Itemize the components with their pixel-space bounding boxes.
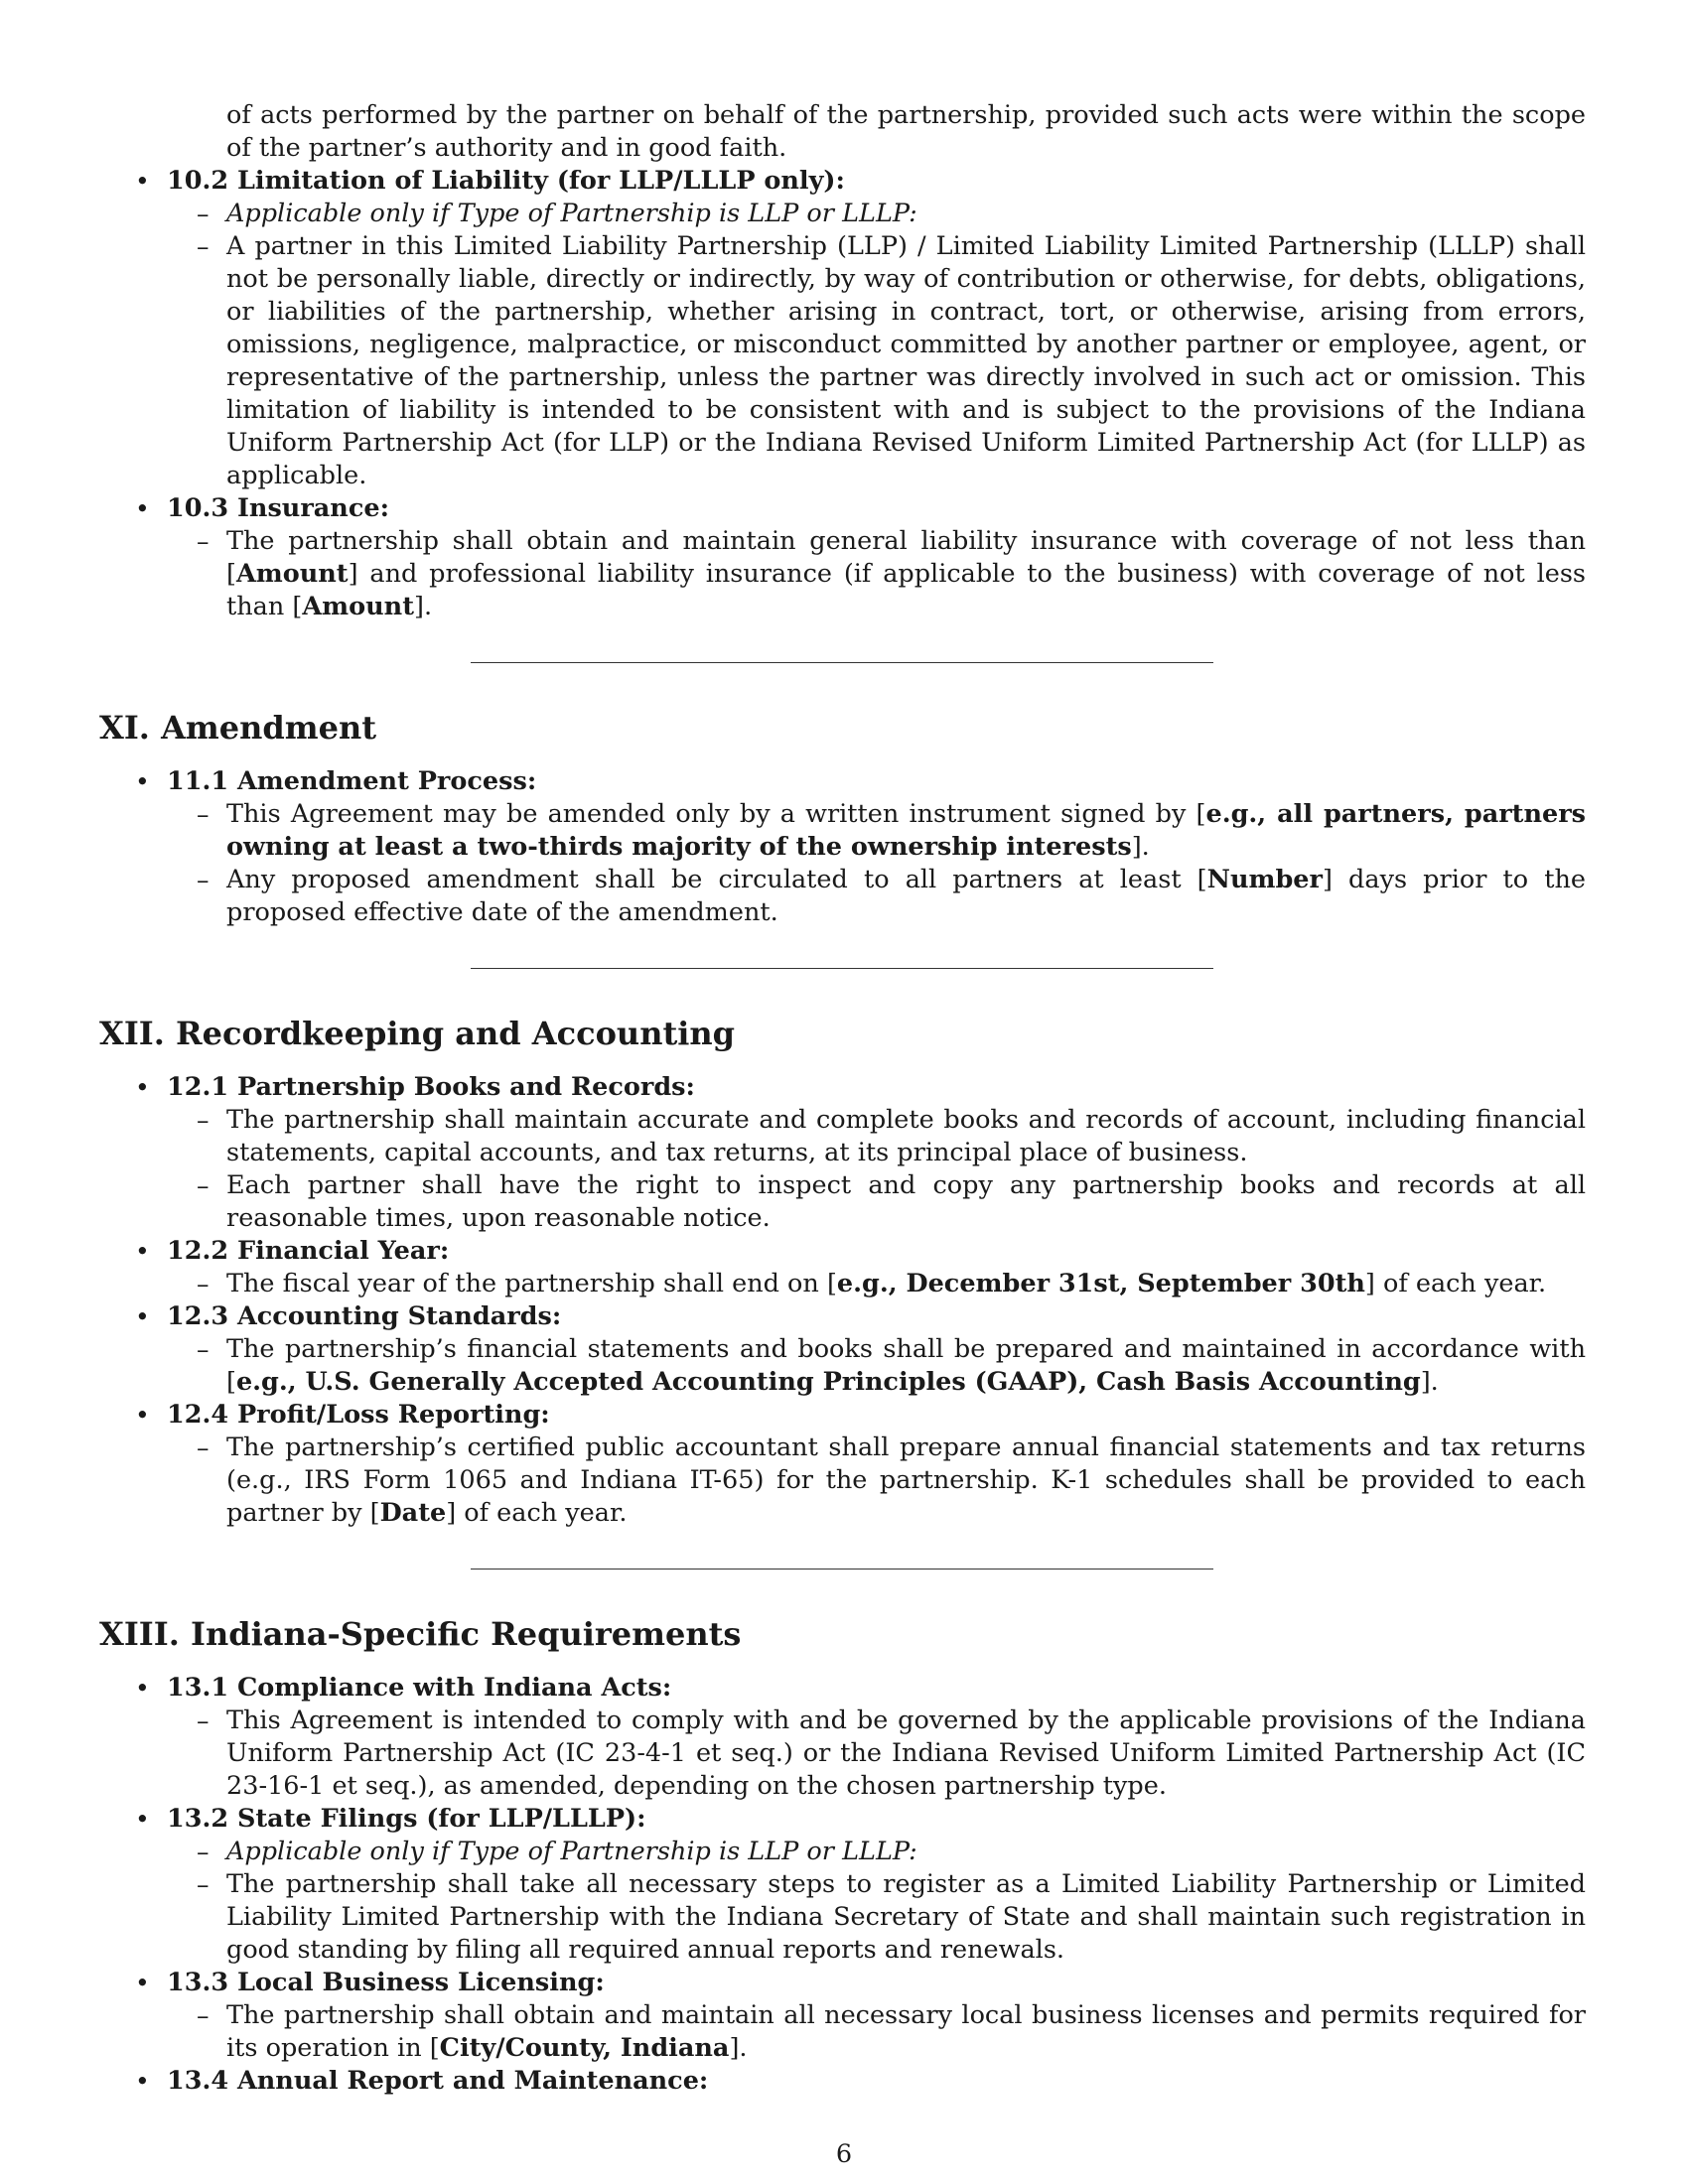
clause-text: – The partnership shall maintain accurate and complete books and records of account, including financial statements, capital accounts, and tax returns, at its principal place of business. xyxy=(226,1105,1586,1167)
item-heading: • 10.2 Limitation of Liability (for LLP/LLLP only): xyxy=(167,166,845,196)
intro-continuation: of acts performed by the partner on behalf of the partnership, provided such acts were within the scope of the partner’s authority and in good faith. xyxy=(226,100,1586,163)
item-heading: • 10.3 Insurance: xyxy=(167,493,390,523)
list-item xyxy=(99,1672,1586,1803)
clause-text: – The partnership shall take all necessary steps to register as a Limited Liability Partnership or Limited Liability Limited Partnership with the Indiana Secretary of State and shall maintain such registration in good standing by filing all required annual reports and renewals. xyxy=(226,1869,1586,1965)
sub-item xyxy=(167,1705,1586,1803)
sub-item xyxy=(167,864,1586,929)
page-number: 6 xyxy=(835,2139,853,2169)
clause-text: – This Agreement may be amended only by a written instrument signed by [e.g., all partners, partners owning at least a two-thirds majority of the ownership interests]. xyxy=(226,799,1587,862)
list-item xyxy=(99,1399,1586,1530)
item-heading: • 13.1 Compliance with Indiana Acts: xyxy=(167,1673,672,1703)
sub-item xyxy=(167,798,1586,864)
section-13-list xyxy=(99,1672,1586,2098)
section-10-list xyxy=(99,165,1586,623)
clause-text: – The partnership shall obtain and maintain all necessary local business licenses and permits required for its operation in [City/County, Indiana]. xyxy=(226,2000,1586,2063)
item-heading: • 13.4 Annual Report and Maintenance: xyxy=(167,2066,709,2096)
placeholder-field: Amount xyxy=(302,592,414,621)
sub-item xyxy=(167,1999,1586,2065)
clause-text: – A partner in this Limited Liability Partnership (LLP) / Limited Liability Limited Partnership (LLLP) shall not be personally liable, directly or indirectly, by way of contribution or otherwise, for debts, obligations, or liabilities of the partnership, whether arising in contract, tort, or otherwise, arising from errors, omissions, negligence, malpractice, or misconduct committed by another partner or employee, agent, or representative of the partnership, unless the partner was directly involved in such act or omission. This limitation of liability is intended to be consistent with and is subject to the provisions of the Indiana Uniform Partnership Act (for LLP) or the Indiana Revised Uniform Limited Partnership Act (for LLLP) as applicable. xyxy=(226,231,1586,490)
applicability-note: – Applicable only if Type of Partnership is LLP or LLLP: xyxy=(226,1837,917,1866)
placeholder-field: Date xyxy=(379,1498,447,1528)
placeholder-field: e.g., U.S. Generally Accepted Accounting Principles (GAAP), Cash Basis Accounting xyxy=(235,1367,1421,1397)
placeholder-field: Number xyxy=(1206,865,1323,894)
item-heading: • 12.1 Partnership Books and Records: xyxy=(167,1072,695,1102)
section-heading: XII. Recordkeeping and Accounting xyxy=(99,1015,736,1052)
section-heading: XIII. Indiana-Specific Requirements xyxy=(99,1615,742,1653)
item-heading: • 11.1 Amendment Process: xyxy=(167,766,537,796)
list-item xyxy=(99,1967,1586,2065)
clause-text: – The fiscal year of the partnership shall end on [e.g., December 31st, September 30th] of each year. xyxy=(226,1269,1547,1298)
list-item xyxy=(99,1803,1586,1967)
section-12-list xyxy=(99,1071,1586,1530)
list-item xyxy=(99,492,1586,623)
clause-text: – This Agreement is intended to comply with and be governed by the applicable provisions of the Indiana Uniform Partnership Act (IC 23-4-1 et seq.) or the Indiana Revised Uniform Limited Partnership Act (IC 23-16-1 et seq.), as amended, depending on the chosen partnership type. xyxy=(226,1706,1586,1801)
placeholder-field: City/County, Indiana xyxy=(439,2033,730,2063)
list-item xyxy=(99,1300,1586,1399)
placeholder-field: e.g., December 31st, September 30th xyxy=(836,1269,1365,1298)
sub-item xyxy=(167,1836,1586,1868)
sub-item xyxy=(167,1104,1586,1169)
list-item xyxy=(99,1071,1586,1235)
section-heading: XI. Amendment xyxy=(99,709,377,747)
list-item xyxy=(99,765,1586,929)
sub-item xyxy=(167,230,1586,492)
item-heading: • 12.4 Profit/Loss Reporting: xyxy=(167,1400,550,1430)
item-heading: • 12.3 Accounting Standards: xyxy=(167,1301,562,1331)
list-item xyxy=(99,2065,1586,2098)
item-heading: • 13.3 Local Business Licensing: xyxy=(167,1968,605,1997)
sub-item xyxy=(167,1268,1586,1300)
item-heading: • 12.2 Financial Year: xyxy=(167,1236,450,1266)
list-item xyxy=(99,165,1586,492)
sub-item xyxy=(167,1333,1586,1399)
placeholder-field: e.g., all partners, partners owning at least a two-thirds majority of the ownership interests xyxy=(226,799,1587,862)
section-divider xyxy=(471,968,1213,969)
item-heading: • 13.2 State Filings (for LLP/LLLP): xyxy=(167,1804,646,1834)
section-divider xyxy=(471,662,1213,663)
sub-item xyxy=(167,1169,1586,1235)
sub-item xyxy=(167,525,1586,623)
clause-text: – Each partner shall have the right to inspect and copy any partnership books and records at all reasonable times, upon reasonable notice. xyxy=(226,1170,1586,1233)
list-item xyxy=(99,1235,1586,1300)
sub-item xyxy=(167,1432,1586,1530)
section-divider xyxy=(471,1569,1213,1570)
section-11-list xyxy=(99,765,1586,929)
clause-text: – The partnership’s certified public accountant shall prepare annual financial statements and tax returns (e.g., IRS Form 1065 and Indiana IT-65) for the partnership. K-1 schedules shall be provided to each partner by [Date] of each year. xyxy=(226,1433,1586,1528)
applicability-note: – Applicable only if Type of Partnership is LLP or LLLP: xyxy=(226,199,917,228)
placeholder-field: Amount xyxy=(235,559,349,589)
clause-text: – Any proposed amendment shall be circulated to all partners at least [Number] days prior to the proposed effective date of the amendment. xyxy=(226,865,1586,927)
sub-item xyxy=(167,198,1586,230)
document-page xyxy=(99,99,1586,2098)
sub-item xyxy=(167,1868,1586,1967)
clause-text: – The partnership shall obtain and maintain general liability insurance with coverage of not less than [Amount] and professional liability insurance (if applicable to the business) with coverage of not less than [Amount]. xyxy=(226,526,1586,621)
clause-text: – The partnership’s financial statements and books shall be prepared and maintained in accordance with [e.g., U.S. Generally Accepted Accounting Principles (GAAP), Cash Basis Accounting]. xyxy=(226,1334,1586,1397)
